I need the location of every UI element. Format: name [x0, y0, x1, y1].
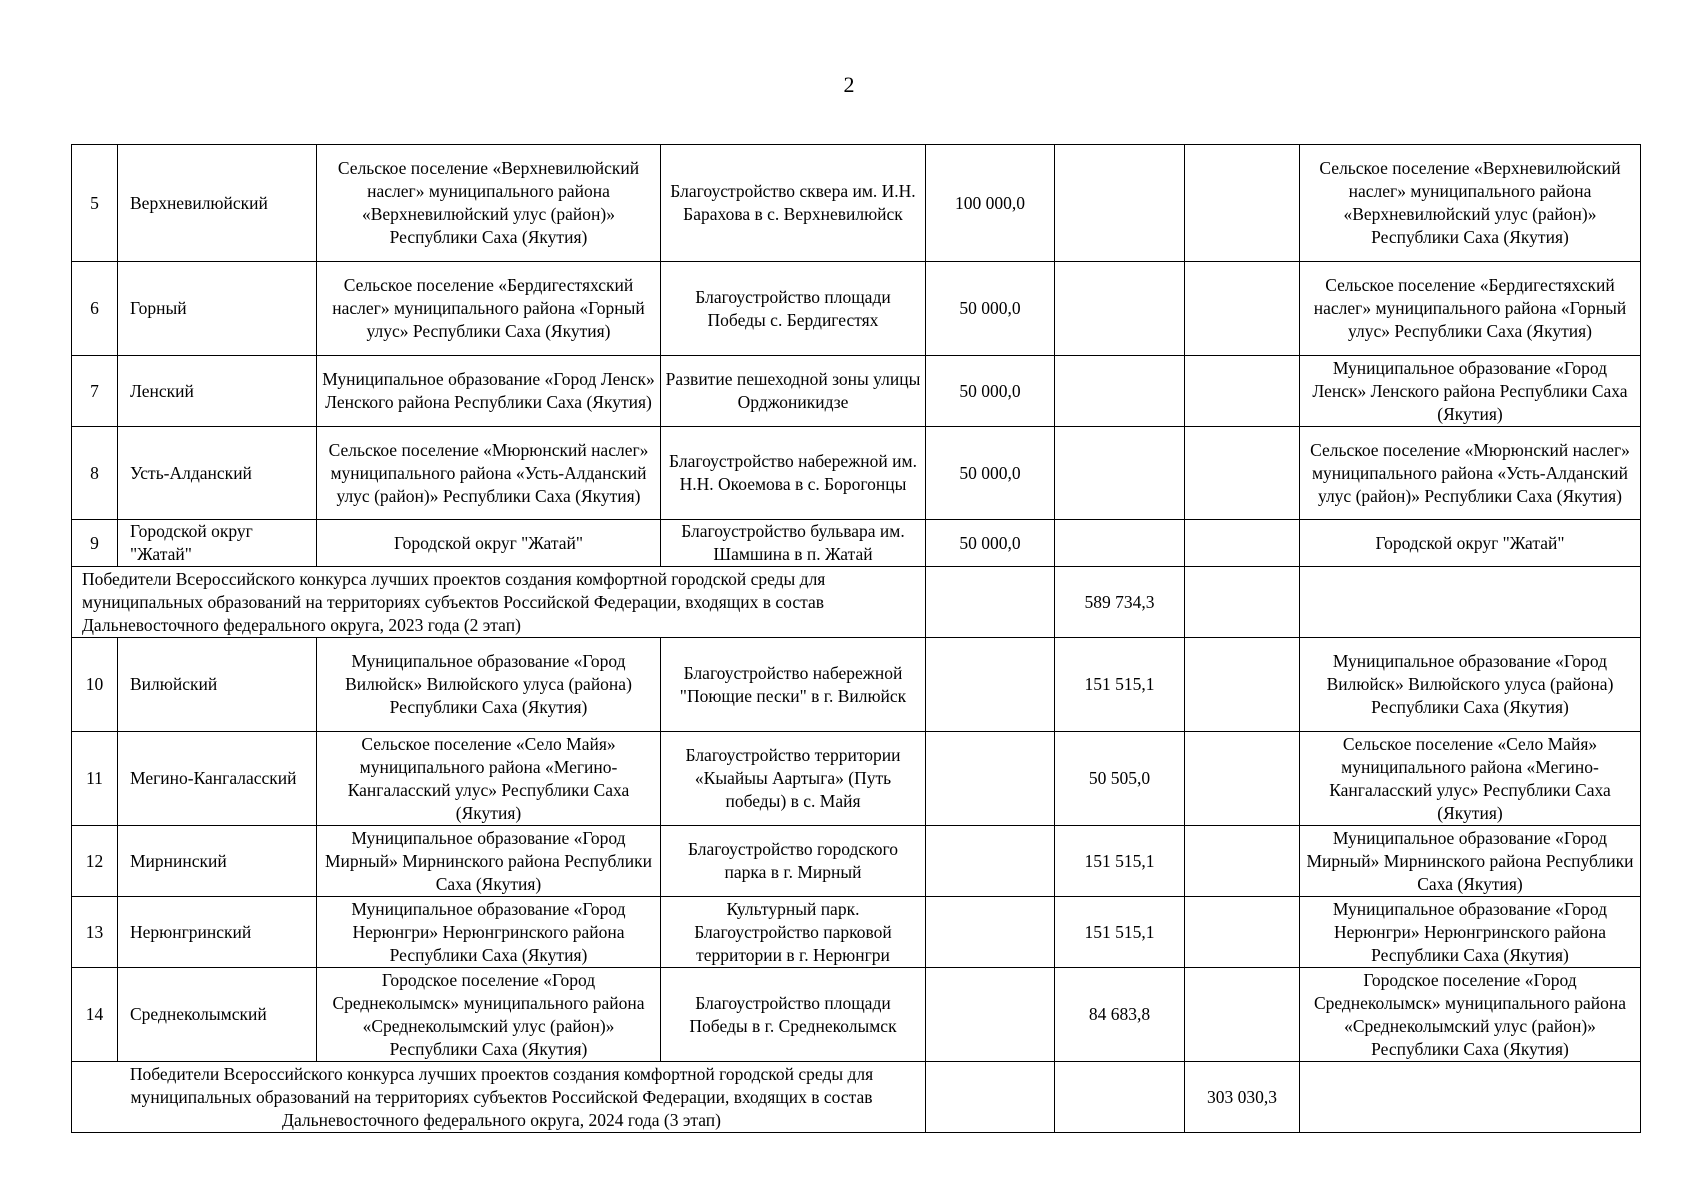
recipient-name: Муниципальное образование «Город Мирный» Мирнинского района Республики Саха (Якутия)	[317, 826, 661, 897]
implementer-name: Городской округ "Жатай"	[1300, 520, 1641, 567]
implementer-name: Муниципальное образование «Город Вилюйск» Вилюйского улуса (района) Республики Саха (Якутия)	[1300, 638, 1641, 732]
project-name: Благоустройство набережной "Поющие пески" в г. Вилюйск	[661, 638, 926, 732]
project-name: Благоустройство площади Победы с. Бердигестях	[661, 262, 926, 356]
page-number: 2	[843, 72, 855, 97]
row-number: 10	[72, 638, 118, 732]
amount-2024	[1185, 638, 1300, 732]
recipient-name: Муниципальное образование «Город Ленск» Ленского района Республики Саха (Якутия)	[317, 356, 661, 427]
recipient-name: Сельское поселение «Бердигестяхский наслег» муниципального района «Горный улус» Республики Саха (Якутия)	[317, 262, 661, 356]
amount-2023	[1055, 356, 1185, 427]
row-number: 5	[72, 145, 118, 262]
amount-2022: 50 000,0	[926, 427, 1055, 520]
district-name: Ленский	[118, 356, 317, 427]
recipient-name: Городской округ "Жатай"	[317, 520, 661, 567]
project-name: Благоустройство площади Победы в г. Среднеколымск	[661, 968, 926, 1062]
section-title: Победители Всероссийского конкурса лучших проектов создания комфортной городской среды для муниципальных образований на территориях субъектов Российской Федерации, входящих в состав Дальневосточного федерального округа, 2023 года (2 этап)	[72, 567, 926, 638]
implementer-name: Сельское поселение «Мюрюнский наслег» муниципального района «Усть-Алданский улус (район)» Республики Саха (Якутия)	[1300, 427, 1641, 520]
project-name: Благоустройство набережной им. Н.Н. Окоемова в с. Борогонцы	[661, 427, 926, 520]
section-implementer	[1300, 567, 1641, 638]
project-name: Развитие пешеходной зоны улицы Орджоникидзе	[661, 356, 926, 427]
amount-2022: 50 000,0	[926, 262, 1055, 356]
implementer-name: Сельское поселение «Верхневилюйский наслег» муниципального района «Верхневилюйский улус (район)» Республики Саха (Якутия)	[1300, 145, 1641, 262]
table-row	[72, 520, 1641, 567]
district-name: Верхневилюйский	[118, 145, 317, 262]
section-row-stage-3	[72, 1062, 1641, 1133]
amount-2023	[1055, 520, 1185, 567]
recipient-name: Муниципальное образование «Город Вилюйск» Вилюйского улуса (района) Республики Саха (Якутия)	[317, 638, 661, 732]
amount-2023: 151 515,1	[1055, 897, 1185, 968]
row-number: 12	[72, 826, 118, 897]
project-name: Благоустройство территории «Кыайыы Аартыга» (Путь победы) в с. Майя	[661, 732, 926, 826]
implementer-name: Муниципальное образование «Город Мирный» Мирнинского района Республики Саха (Якутия)	[1300, 826, 1641, 897]
district-name: Городской округ "Жатай"	[118, 520, 317, 567]
amount-2024	[1185, 897, 1300, 968]
row-number: 11	[72, 732, 118, 826]
amount-2024	[1185, 145, 1300, 262]
amount-2024	[1185, 968, 1300, 1062]
district-name: Горный	[118, 262, 317, 356]
section-amount-2023	[1055, 1062, 1185, 1133]
amount-2023	[1055, 145, 1185, 262]
project-name: Благоустройство сквера им. И.Н. Барахова в с. Верхневилюйск	[661, 145, 926, 262]
amount-2022	[926, 897, 1055, 968]
section-title: Победители Всероссийского конкурса лучших проектов создания комфортной городской среды для муниципальных образований на территориях субъектов Российской Федерации, входящих в состав Дальневосточного федерального округа, 2024 года (3 этап)	[72, 1062, 926, 1133]
table-row	[72, 897, 1641, 968]
recipient-name: Муниципальное образование «Город Нерюнгри» Нерюнгринского района Республики Саха (Якутия)	[317, 897, 661, 968]
amount-2024	[1185, 520, 1300, 567]
amount-2023: 84 683,8	[1055, 968, 1185, 1062]
amount-2022	[926, 968, 1055, 1062]
row-number: 9	[72, 520, 118, 567]
table-row	[72, 145, 1641, 262]
district-name: Нерюнгринский	[118, 897, 317, 968]
project-name: Культурный парк. Благоустройство парковой территории в г. Нерюнгри	[661, 897, 926, 968]
recipient-name: Городское поселение «Город Среднеколымск» муниципального района «Среднеколымский улус (район)» Республики Саха (Якутия)	[317, 968, 661, 1062]
amount-2022: 100 000,0	[926, 145, 1055, 262]
row-number: 6	[72, 262, 118, 356]
table-row	[72, 356, 1641, 427]
amount-2023: 151 515,1	[1055, 826, 1185, 897]
amount-2022: 50 000,0	[926, 356, 1055, 427]
table-row	[72, 968, 1641, 1062]
section-implementer	[1300, 1062, 1641, 1133]
amount-2022	[926, 826, 1055, 897]
section-amount-2024: 303 030,3	[1185, 1062, 1300, 1133]
project-name: Благоустройство городского парка в г. Мирный	[661, 826, 926, 897]
amount-2023	[1055, 262, 1185, 356]
amount-2024	[1185, 262, 1300, 356]
amount-2024	[1185, 732, 1300, 826]
amount-2022	[926, 638, 1055, 732]
amount-2023: 151 515,1	[1055, 638, 1185, 732]
amount-2022	[926, 732, 1055, 826]
row-number: 8	[72, 427, 118, 520]
amount-2023	[1055, 427, 1185, 520]
section-amount-2023: 589 734,3	[1055, 567, 1185, 638]
amount-2022: 50 000,0	[926, 520, 1055, 567]
project-name: Благоустройство бульвара им. Шамшина в п. Жатай	[661, 520, 926, 567]
implementer-name: Муниципальное образование «Город Ленск» Ленского района Республики Саха (Якутия)	[1300, 356, 1641, 427]
table-row	[72, 826, 1641, 897]
row-number: 7	[72, 356, 118, 427]
table-row	[72, 427, 1641, 520]
implementer-name: Сельское поселение «Село Майя» муниципального района «Мегино-Кангаласский улус» Республики Саха (Якутия)	[1300, 732, 1641, 826]
amount-2024	[1185, 427, 1300, 520]
implementer-name: Сельское поселение «Бердигестяхский наслег» муниципального района «Горный улус» Республики Саха (Якутия)	[1300, 262, 1641, 356]
amount-2023: 50 505,0	[1055, 732, 1185, 826]
table-row	[72, 732, 1641, 826]
implementer-name: Муниципальное образование «Город Нерюнгри» Нерюнгринского района Республики Саха (Якутия)	[1300, 897, 1641, 968]
district-name: Усть-Алданский	[118, 427, 317, 520]
section-row-stage-2	[72, 567, 1641, 638]
row-number: 14	[72, 968, 118, 1062]
district-name: Вилюйский	[118, 638, 317, 732]
recipient-name: Сельское поселение «Верхневилюйский наслег» муниципального района «Верхневилюйский улус (район)» Республики Саха (Якутия)	[317, 145, 661, 262]
table-row	[72, 638, 1641, 732]
recipient-name: Сельское поселение «Село Майя» муниципального района «Мегино-Кангаласский улус» Республики Саха (Якутия)	[317, 732, 661, 826]
row-number: 13	[72, 897, 118, 968]
section-amount-2024	[1185, 567, 1300, 638]
recipient-name: Сельское поселение «Мюрюнский наслег» муниципального района «Усть-Алданский улус (район)» Республики Саха (Якутия)	[317, 427, 661, 520]
implementer-name: Городское поселение «Город Среднеколымск» муниципального района «Среднеколымский улус (район)» Республики Саха (Якутия)	[1300, 968, 1641, 1062]
table-row	[72, 262, 1641, 356]
section-amount-2022	[926, 567, 1055, 638]
projects-table	[71, 144, 1641, 1133]
district-name: Мирнинский	[118, 826, 317, 897]
amount-2024	[1185, 356, 1300, 427]
district-name: Мегино-Кангаласский	[118, 732, 317, 826]
district-name: Среднеколымский	[118, 968, 317, 1062]
section-amount-2022	[926, 1062, 1055, 1133]
amount-2024	[1185, 826, 1300, 897]
